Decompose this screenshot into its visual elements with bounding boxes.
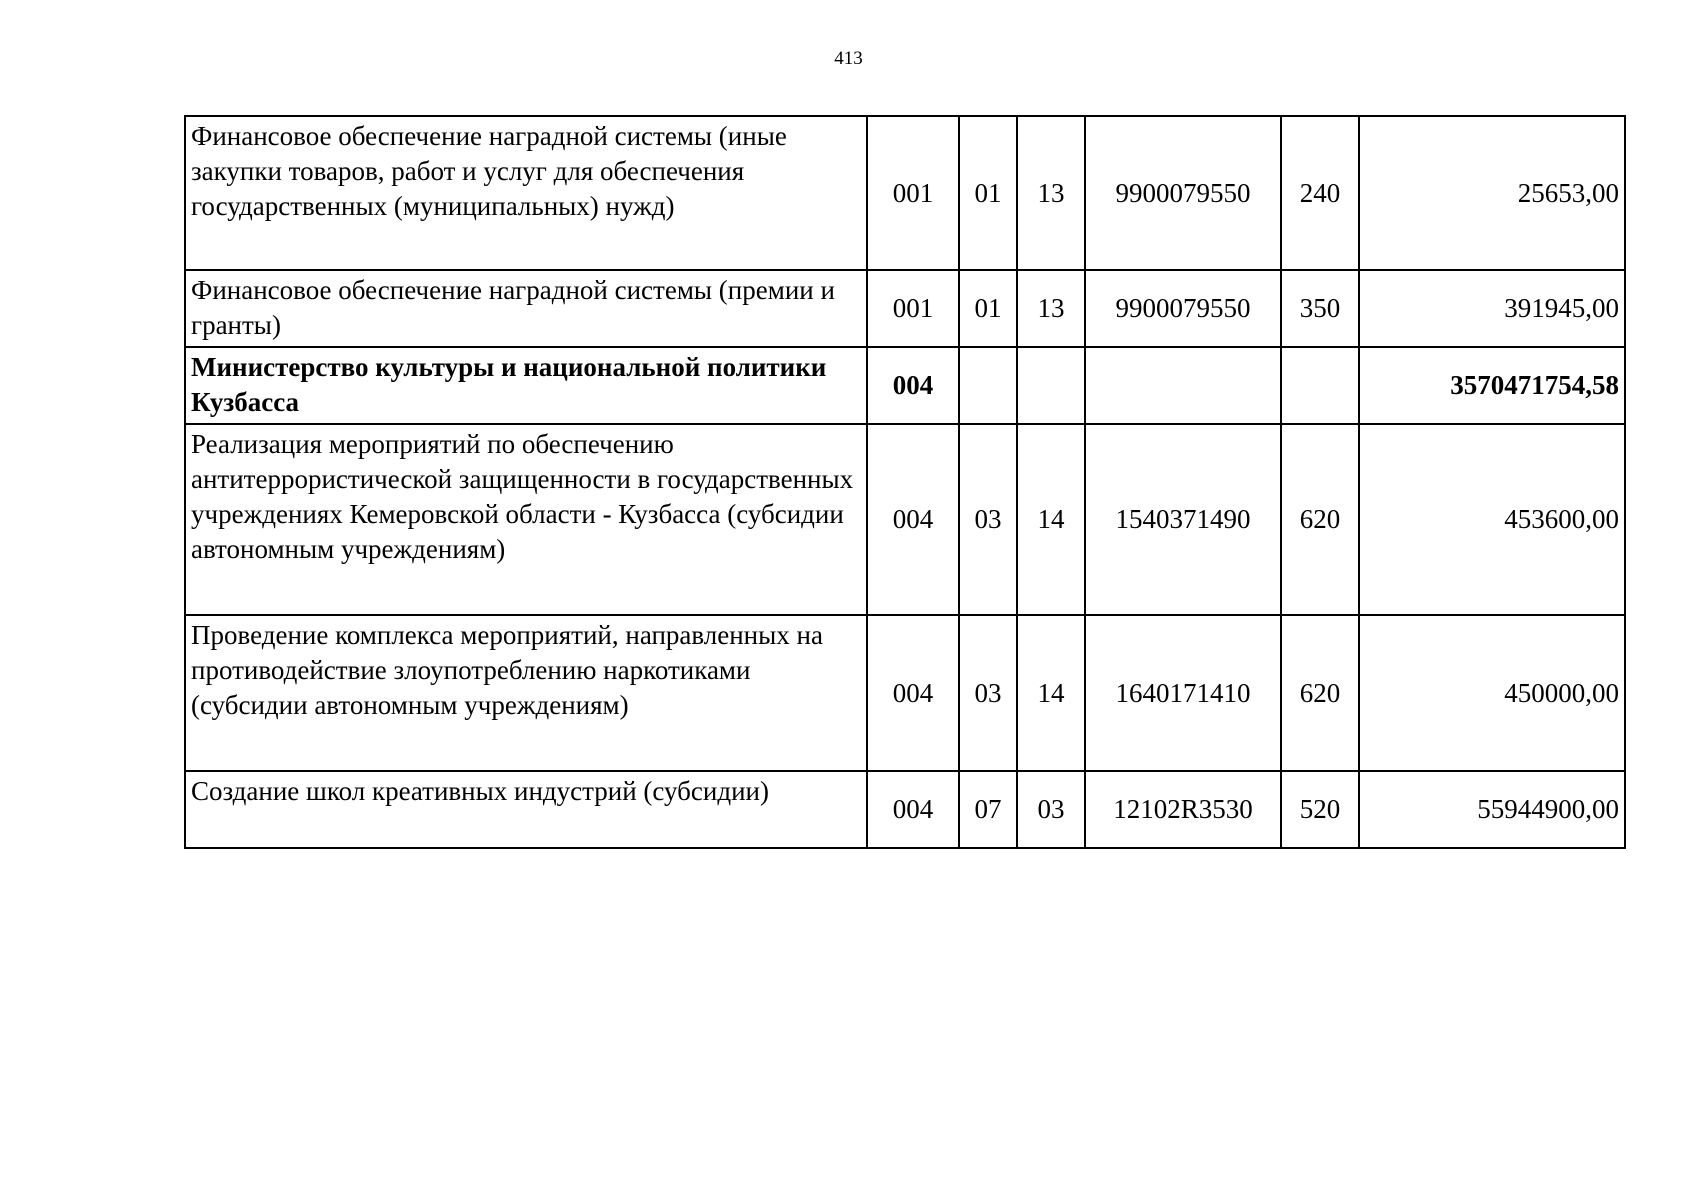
- ministry-code-cell: 004: [867, 615, 959, 771]
- section-code-cell: 01: [959, 116, 1017, 270]
- target-article-cell: 1540371490: [1085, 424, 1281, 615]
- expense-name-cell: Создание школ креативных индустрий (субсидии): [185, 771, 867, 848]
- expense-type-cell: 620: [1281, 615, 1359, 771]
- table-row-ministry-total: [185, 347, 1625, 424]
- ministry-code-cell: 004: [867, 771, 959, 848]
- table-row: [185, 116, 1625, 270]
- table-row: [185, 615, 1625, 771]
- page-number: 413: [834, 48, 863, 69]
- expense-name-cell: Проведение комплекса мероприятий, направленных на противодействие злоупотреблению наркотиками (субсидии автономным учреждениям): [185, 615, 867, 771]
- target-article-cell: 1640171410: [1085, 615, 1281, 771]
- expense-name-cell: Финансовое обеспечение наградной системы (премии и гранты): [185, 270, 867, 347]
- section-code-cell: 01: [959, 270, 1017, 347]
- expense-type-cell: 240: [1281, 116, 1359, 270]
- subsection-code-cell: 13: [1017, 270, 1085, 347]
- ministry-code-cell: 004: [867, 424, 959, 615]
- table-row: [185, 270, 1625, 347]
- amount-cell: 55944900,00: [1359, 771, 1625, 848]
- subsection-code-cell: 03: [1017, 771, 1085, 848]
- section-code-cell: 03: [959, 615, 1017, 771]
- section-code-cell: 07: [959, 771, 1017, 848]
- subsection-code-cell: 14: [1017, 615, 1085, 771]
- amount-cell: 3570471754,58: [1359, 347, 1625, 424]
- target-article-cell: 9900079550: [1085, 116, 1281, 270]
- target-article-cell: 12102R3530: [1085, 771, 1281, 848]
- section-code-cell: 03: [959, 424, 1017, 615]
- ministry-code-cell: 004: [867, 347, 959, 424]
- expense-name-cell: Министерство культуры и национальной политики Кузбасса: [185, 347, 867, 424]
- ministry-code-cell: 001: [867, 116, 959, 270]
- expense-name-cell: Финансовое обеспечение наградной системы (иные закупки товаров, работ и услуг для обеспечения государственных (муниципальных) нужд): [185, 116, 867, 270]
- subsection-code-cell: [1017, 347, 1085, 424]
- expense-type-cell: 520: [1281, 771, 1359, 848]
- subsection-code-cell: 14: [1017, 424, 1085, 615]
- amount-cell: 450000,00: [1359, 615, 1625, 771]
- table-row: [185, 771, 1625, 848]
- amount-cell: 453600,00: [1359, 424, 1625, 615]
- amount-cell: 25653,00: [1359, 116, 1625, 270]
- budget-table: [184, 115, 1626, 849]
- expense-type-cell: 620: [1281, 424, 1359, 615]
- target-article-cell: 9900079550: [1085, 270, 1281, 347]
- ministry-code-cell: 001: [867, 270, 959, 347]
- amount-cell: 391945,00: [1359, 270, 1625, 347]
- expense-name-cell: Реализация мероприятий по обеспечению антитеррористической защищенности в государственных учреждениях Кемеровской области - Кузбасса (субсидии автономным учреждениям): [185, 424, 867, 615]
- expense-type-cell: [1281, 347, 1359, 424]
- target-article-cell: [1085, 347, 1281, 424]
- subsection-code-cell: 13: [1017, 116, 1085, 270]
- section-code-cell: [959, 347, 1017, 424]
- table-row: [185, 424, 1625, 615]
- expense-type-cell: 350: [1281, 270, 1359, 347]
